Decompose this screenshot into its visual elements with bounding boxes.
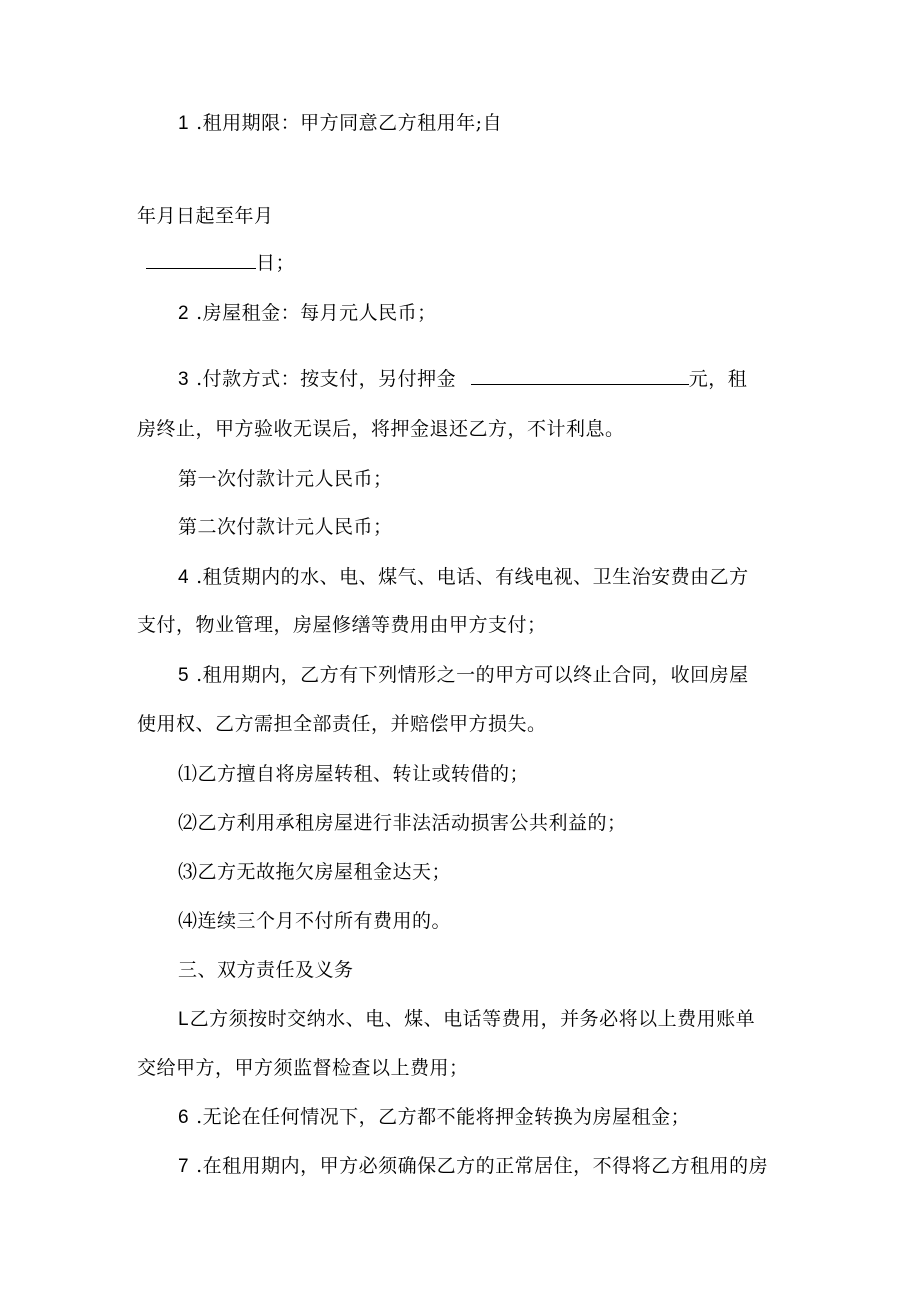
clause-text: .无论在任何情况下，乙方都不能将押金转换为房屋租金； <box>196 1106 691 1128</box>
paragraph-text: 第二次付款计元人民币； <box>178 516 393 538</box>
clause-number: 2 <box>178 303 190 324</box>
sub-item-1 <box>178 761 529 787</box>
paragraph-line <box>137 416 625 442</box>
clause-6-deposit <box>178 1104 690 1131</box>
paragraph-text: 交给甲方，甲方须监督检查以上费用； <box>137 1057 469 1079</box>
clause-1-lease-term <box>178 110 502 137</box>
fill-in-blank <box>146 250 256 269</box>
first-payment-line <box>178 466 393 492</box>
section-heading-3 <box>178 957 354 983</box>
clause-number: 5 <box>178 665 190 686</box>
clause-4-utilities <box>178 564 749 591</box>
paragraph-text: ⑵乙方利用承租房屋进行非法活动损害公共利益的； <box>178 812 627 834</box>
clause-number: 4 <box>178 567 190 588</box>
paragraph-line <box>137 612 547 638</box>
clause-text: .付款方式：按支付，另付押金 <box>196 368 457 390</box>
paragraph-text: ⑶乙方无故拖欠房屋租金达天； <box>178 861 452 883</box>
clause-text: .房屋租金：每月元人民币； <box>196 302 437 324</box>
clause-number: L <box>178 1009 190 1030</box>
paragraph-text: 房终止，甲方验收无误后，将押金退还乙方，不计利息。 <box>137 418 625 440</box>
lease-end-day-line <box>146 250 295 276</box>
paragraph-text: 使用权、乙方需担全部责任，并赔偿甲方损失。 <box>137 713 547 735</box>
clause-text: 乙方须按时交纳水、电、煤、电话等费用，并务必将以上费用账单 <box>189 1008 756 1030</box>
paragraph-text: 日； <box>256 252 296 274</box>
clause-number: 6 <box>178 1107 190 1128</box>
paragraph-line <box>137 1055 469 1081</box>
sub-item-2 <box>178 810 627 836</box>
clause-number: 7 <box>178 1156 190 1177</box>
clause-text: .租用期内，乙方有下列情形之一的甲方可以终止合同，收回房屋 <box>196 664 749 686</box>
lease-dates-line <box>137 203 274 229</box>
paragraph-text: ⑷连续三个月不付所有费用的。 <box>178 910 452 932</box>
clause-3-payment <box>178 366 747 393</box>
clause-text: .在租用期内，甲方必须确保乙方的正常居住，不得将乙方租用的房 <box>196 1155 769 1177</box>
heading-text: 三、双方责任及义务 <box>178 959 354 981</box>
second-payment-line <box>178 514 393 540</box>
clause-l-fees <box>178 1006 755 1033</box>
paragraph-text: 支付，物业管理，房屋修缮等费用由甲方支付； <box>137 614 547 636</box>
paragraph-text: ⑴乙方擅自将房屋转租、转让或转借的； <box>178 763 530 785</box>
clause-7-residence <box>178 1153 768 1180</box>
clause-number: 1 <box>178 113 190 134</box>
clause-5-termination <box>178 662 749 689</box>
sub-item-4 <box>178 908 451 934</box>
clause-number: 3 <box>178 369 190 390</box>
fill-in-blank <box>471 366 689 385</box>
paragraph-text: 年月日起至年月 <box>137 205 274 227</box>
clause-text-after-blank: 元，租 <box>688 368 748 390</box>
sub-item-3 <box>178 859 451 885</box>
clause-text: .租用期限：甲方同意乙方租用年;自 <box>196 112 503 134</box>
paragraph-text: 第一次付款计元人民币； <box>178 468 393 490</box>
clause-text: .租赁期内的水、电、煤气、电话、有线电视、卫生治安费由乙方 <box>196 566 749 588</box>
clause-2-rent <box>178 300 437 327</box>
paragraph-line <box>137 711 547 737</box>
